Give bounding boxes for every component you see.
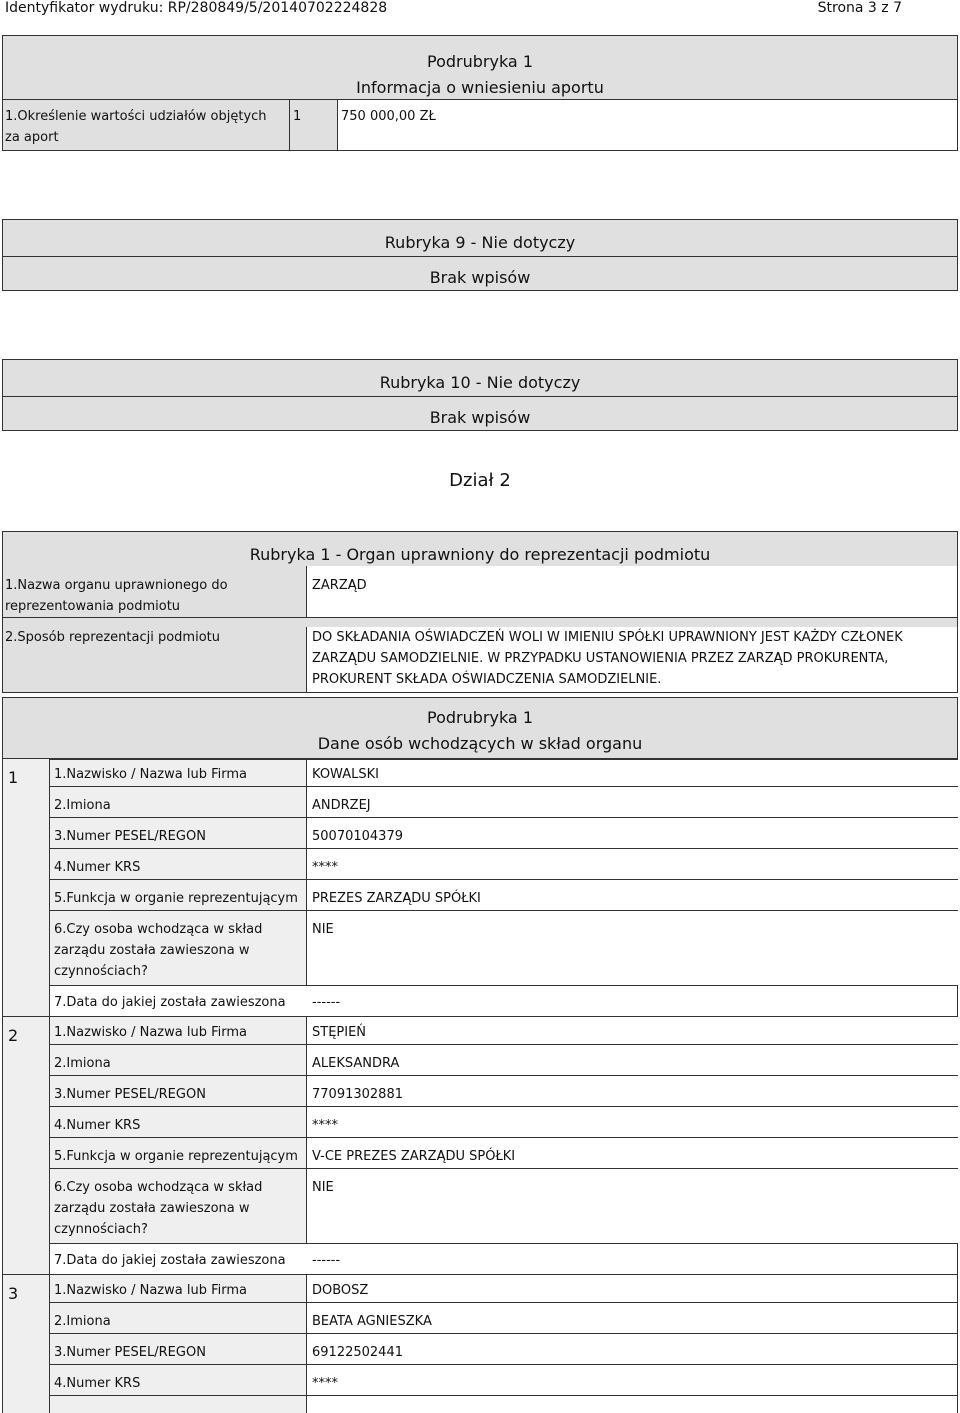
aport-value: 750 000,00 ZŁ bbox=[341, 109, 436, 124]
print-identifier: Identyfikator wydruku: RP/280849/5/20140702224828 bbox=[5, 0, 388, 16]
names-label: 2.Imiona bbox=[54, 1314, 111, 1329]
krs-label: 4.Numer KRS bbox=[54, 1376, 141, 1391]
pesel-value: 77091302881 bbox=[312, 1087, 403, 1102]
person-number: 3 bbox=[8, 1284, 19, 1303]
rubryka9-title: Rubryka 9 - Nie dotyczy bbox=[384, 233, 576, 252]
aport-subtitle: Informacja o wniesieniu aportu bbox=[356, 78, 604, 97]
suspended-value: NIE bbox=[312, 1180, 334, 1195]
surname-value: STĘPIEŃ bbox=[312, 1025, 367, 1040]
surname-label: 1.Nazwisko / Nazwa lub Firma bbox=[54, 767, 247, 782]
suspended-label: 6.Czy osoba wchodząca w skład zarządu została zawieszona w czynnościach? bbox=[54, 1180, 263, 1237]
krs-value: **** bbox=[312, 1376, 338, 1391]
function-label: 5.Funkcja w organie reprezentującym bbox=[54, 1149, 298, 1164]
names-label: 2.Imiona bbox=[54, 1056, 111, 1071]
surname-label: 1.Nazwisko / Nazwa lub Firma bbox=[54, 1025, 247, 1040]
suspended-value: NIE bbox=[312, 922, 334, 937]
suspended-until-value: ------ bbox=[312, 995, 341, 1010]
suspended-until-label: 7.Data do jakiej została zawieszona bbox=[54, 995, 286, 1010]
aport-title: Podrubryka 1 bbox=[427, 52, 533, 71]
rubryka9-note: Brak wpisów bbox=[429, 268, 531, 287]
names-label: 2.Imiona bbox=[54, 798, 111, 813]
surname-value: KOWALSKI bbox=[312, 767, 379, 782]
pesel-label: 3.Numer PESEL/REGON bbox=[54, 829, 206, 844]
function-value: V-CE PREZES ZARZĄDU SPÓŁKI bbox=[312, 1149, 516, 1164]
suspended-label: 6.Czy osoba wchodząca w skład zarządu została zawieszona w czynnościach? bbox=[54, 922, 263, 979]
function-label: 5.Funkcja w organie reprezentującym bbox=[54, 891, 298, 906]
pesel-value: 50070104379 bbox=[312, 829, 403, 844]
names-value: ALEKSANDRA bbox=[312, 1056, 400, 1071]
aport-row-num: 1 bbox=[293, 109, 302, 124]
aport-label: 1.Określenie wartości udziałów objętych za aport bbox=[5, 109, 267, 145]
suspended-until-label: 7.Data do jakiej została zawieszona bbox=[54, 1253, 286, 1268]
pesel-value: 69122502441 bbox=[312, 1345, 403, 1360]
rubryka10-title: Rubryka 10 - Nie dotyczy bbox=[379, 373, 581, 392]
names-value: ANDRZEJ bbox=[312, 798, 371, 813]
organ-label: 1.Nazwa organu uprawnionego do reprezentowania podmiotu bbox=[5, 578, 228, 614]
function-value: PREZES ZARZĄDU SPÓŁKI bbox=[312, 891, 481, 906]
surname-value: DOBOSZ bbox=[312, 1283, 369, 1298]
krs-value: **** bbox=[312, 1118, 338, 1133]
persons-title: Podrubryka 1 bbox=[427, 708, 533, 727]
person-number: 2 bbox=[8, 1026, 19, 1045]
person-number: 1 bbox=[8, 768, 19, 787]
organ-value-cell bbox=[306, 566, 957, 617]
krs-label: 4.Numer KRS bbox=[54, 860, 141, 875]
page-number: Strona 3 z 7 bbox=[817, 0, 902, 16]
krs-label: 4.Numer KRS bbox=[54, 1118, 141, 1133]
krs-value: **** bbox=[312, 860, 338, 875]
suspended-until-value: ------ bbox=[312, 1253, 341, 1268]
pesel-label: 3.Numer PESEL/REGON bbox=[54, 1087, 206, 1102]
organ-value: ZARZĄD bbox=[312, 578, 367, 593]
sposob-value: DO SKŁADANIA OŚWIADCZEŃ WOLI W IMIENIU SPÓŁKI UPRAWNIONY JEST KAŻDY CZŁONEK ZARZĄDU SAMODZIELNIE. W PRZYPADKU USTANOWIENIA PRZEZ ZARZĄD PROKURENTA, PROKURENT SKŁADA OŚWIADCZENIA SAMODZIELNIE. bbox=[312, 630, 903, 687]
sposob-label: 2.Sposób reprezentacji podmiotu bbox=[5, 630, 220, 645]
surname-label: 1.Nazwisko / Nazwa lub Firma bbox=[54, 1283, 247, 1298]
persons-subtitle: Dane osób wchodzących w skład organu bbox=[317, 734, 643, 753]
pesel-label: 3.Numer PESEL/REGON bbox=[54, 1345, 206, 1360]
rubryka1-title: Rubryka 1 - Organ uprawniony do reprezentacji podmiotu bbox=[249, 545, 711, 564]
dzial-title: Dział 2 bbox=[449, 470, 511, 491]
persons-number-column bbox=[2, 759, 50, 1413]
rubryka10-note: Brak wpisów bbox=[429, 408, 531, 427]
names-value: BEATA AGNIESZKA bbox=[312, 1314, 432, 1329]
